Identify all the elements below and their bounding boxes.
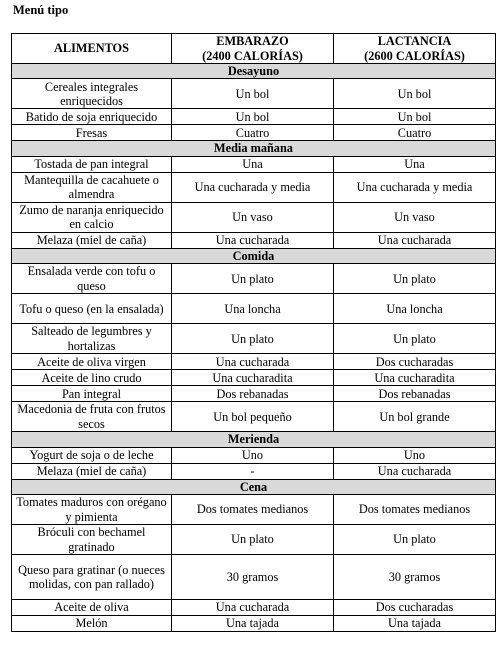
lactation-cell: Dos cucharadas bbox=[334, 600, 496, 616]
header-pregnancy-label: EMBARAZO bbox=[216, 34, 289, 49]
food-cell: Salteado de legumbres y hortalizas bbox=[12, 324, 172, 354]
lactation-cell: Una bbox=[334, 156, 496, 172]
menu-body bbox=[12, 64, 496, 632]
food-cell: Aceite de oliva bbox=[12, 600, 172, 616]
pregnancy-cell: 30 gramos bbox=[172, 555, 334, 600]
food-cell: Zumo de naranja enriquecido en calcio bbox=[12, 202, 172, 232]
food-cell: Tostada de pan integral bbox=[12, 156, 172, 172]
pregnancy-cell: Una cucharada bbox=[172, 600, 334, 616]
pregnancy-cell: Un plato bbox=[172, 525, 334, 555]
pregnancy-cell: Una cucharadita bbox=[172, 370, 334, 386]
table-row bbox=[12, 447, 496, 463]
lactation-cell: Cuatro bbox=[334, 125, 496, 141]
header-lactation-label: LACTANCIA bbox=[377, 34, 452, 49]
section-heading: Merienda bbox=[12, 432, 496, 447]
table-row bbox=[12, 294, 496, 324]
pregnancy-cell: Una loncha bbox=[172, 294, 334, 324]
table-row bbox=[12, 495, 496, 525]
menu-table bbox=[11, 33, 496, 632]
pregnancy-cell: Un plato bbox=[172, 264, 334, 294]
lactation-cell: Dos cucharadas bbox=[334, 354, 496, 370]
food-cell: Yogurt de soja o de leche bbox=[12, 447, 172, 463]
section-row bbox=[12, 479, 496, 494]
lactation-cell: Dos rebanadas bbox=[334, 386, 496, 402]
section-heading: Desayuno bbox=[12, 64, 496, 79]
header-food bbox=[12, 34, 172, 64]
pregnancy-cell: Un plato bbox=[172, 324, 334, 354]
lactation-cell: Un plato bbox=[334, 264, 496, 294]
table-row bbox=[12, 172, 496, 202]
pregnancy-cell: Una cucharada bbox=[172, 232, 334, 248]
section-heading: Cena bbox=[12, 479, 496, 494]
lactation-cell: Una loncha bbox=[334, 294, 496, 324]
food-cell: Fresas bbox=[12, 125, 172, 141]
table-row bbox=[12, 232, 496, 248]
food-cell: Melaza (miel de caña) bbox=[12, 463, 172, 479]
header-pregnancy-calories: (2400 CALORÍAS) bbox=[202, 48, 303, 63]
food-cell: Bróculi con bechamel gratinado bbox=[12, 525, 172, 555]
lactation-cell: Una cucharada bbox=[334, 232, 496, 248]
section-row bbox=[12, 141, 496, 156]
food-cell: Aceite de lino crudo bbox=[12, 370, 172, 386]
table-row bbox=[12, 463, 496, 479]
pregnancy-cell: Un bol pequeño bbox=[172, 402, 334, 432]
food-cell: Aceite de oliva virgen bbox=[12, 354, 172, 370]
lactation-cell: Uno bbox=[334, 447, 496, 463]
table-row bbox=[12, 79, 496, 109]
food-cell: Pan integral bbox=[12, 386, 172, 402]
lactation-cell: 30 gramos bbox=[334, 555, 496, 600]
lactation-cell: Una cucharada y media bbox=[334, 172, 496, 202]
table-row bbox=[12, 156, 496, 172]
pregnancy-cell: Un bol bbox=[172, 79, 334, 109]
table-row bbox=[12, 386, 496, 402]
pregnancy-cell: Cuatro bbox=[172, 125, 334, 141]
section-heading: Media mañana bbox=[12, 141, 496, 156]
table-row bbox=[12, 600, 496, 616]
table-row bbox=[12, 354, 496, 370]
table-row bbox=[12, 555, 496, 600]
food-cell: Ensalada verde con tofu o queso bbox=[12, 264, 172, 294]
section-heading: Comida bbox=[12, 248, 496, 263]
lactation-cell: Un bol bbox=[334, 109, 496, 125]
lactation-cell: Un bol grande bbox=[334, 402, 496, 432]
table-row bbox=[12, 202, 496, 232]
pregnancy-cell: Uno bbox=[172, 447, 334, 463]
lactation-cell: Dos tomates medianos bbox=[334, 495, 496, 525]
food-cell: Queso para gratinar (o nueces molidas, con pan rallado) bbox=[12, 555, 172, 600]
food-cell: Tomates maduros con orégano y pimienta bbox=[12, 495, 172, 525]
pregnancy-cell: Una tajada bbox=[172, 616, 334, 632]
lactation-cell: Un vaso bbox=[334, 202, 496, 232]
pregnancy-cell: Un bol bbox=[172, 109, 334, 125]
food-cell: Batido de soja enriquecido bbox=[12, 109, 172, 125]
pregnancy-cell: - bbox=[172, 463, 334, 479]
lactation-cell: Una tajada bbox=[334, 616, 496, 632]
section-row bbox=[12, 248, 496, 263]
lactation-cell: Una cucharadita bbox=[334, 370, 496, 386]
table-row bbox=[12, 616, 496, 632]
pregnancy-cell: Dos tomates medianos bbox=[172, 495, 334, 525]
header-food-label: ALIMENTOS bbox=[54, 41, 129, 56]
table-row bbox=[12, 402, 496, 432]
lactation-cell: Un bol bbox=[334, 79, 496, 109]
section-row bbox=[12, 432, 496, 447]
pregnancy-cell: Dos rebanadas bbox=[172, 386, 334, 402]
table-row bbox=[12, 525, 496, 555]
header-row bbox=[12, 34, 496, 64]
food-cell: Cereales integrales enriquecidos bbox=[12, 79, 172, 109]
table-row bbox=[12, 264, 496, 294]
section-row bbox=[12, 64, 496, 79]
header-pregnancy bbox=[172, 34, 334, 64]
table-row bbox=[12, 370, 496, 386]
pregnancy-cell: Un vaso bbox=[172, 202, 334, 232]
pregnancy-cell: Una bbox=[172, 156, 334, 172]
food-cell: Macedonia de fruta con frutos secos bbox=[12, 402, 172, 432]
food-cell: Tofu o queso (en la ensalada) bbox=[12, 294, 172, 324]
food-cell: Melón bbox=[12, 616, 172, 632]
lactation-cell: Una cucharada bbox=[334, 463, 496, 479]
food-cell: Mantequilla de cacahuete o almendra bbox=[12, 172, 172, 202]
pregnancy-cell: Una cucharada bbox=[172, 354, 334, 370]
pregnancy-cell: Una cucharada y media bbox=[172, 172, 334, 202]
table-row bbox=[12, 109, 496, 125]
table-row bbox=[12, 324, 496, 354]
page-title: Menú tipo bbox=[13, 3, 69, 17]
header-lactation-calories: (2600 CALORÍAS) bbox=[364, 48, 465, 63]
header-lactation bbox=[334, 34, 496, 64]
food-cell: Melaza (miel de caña) bbox=[12, 232, 172, 248]
lactation-cell: Un plato bbox=[334, 324, 496, 354]
table-row bbox=[12, 125, 496, 141]
lactation-cell: Un plato bbox=[334, 525, 496, 555]
